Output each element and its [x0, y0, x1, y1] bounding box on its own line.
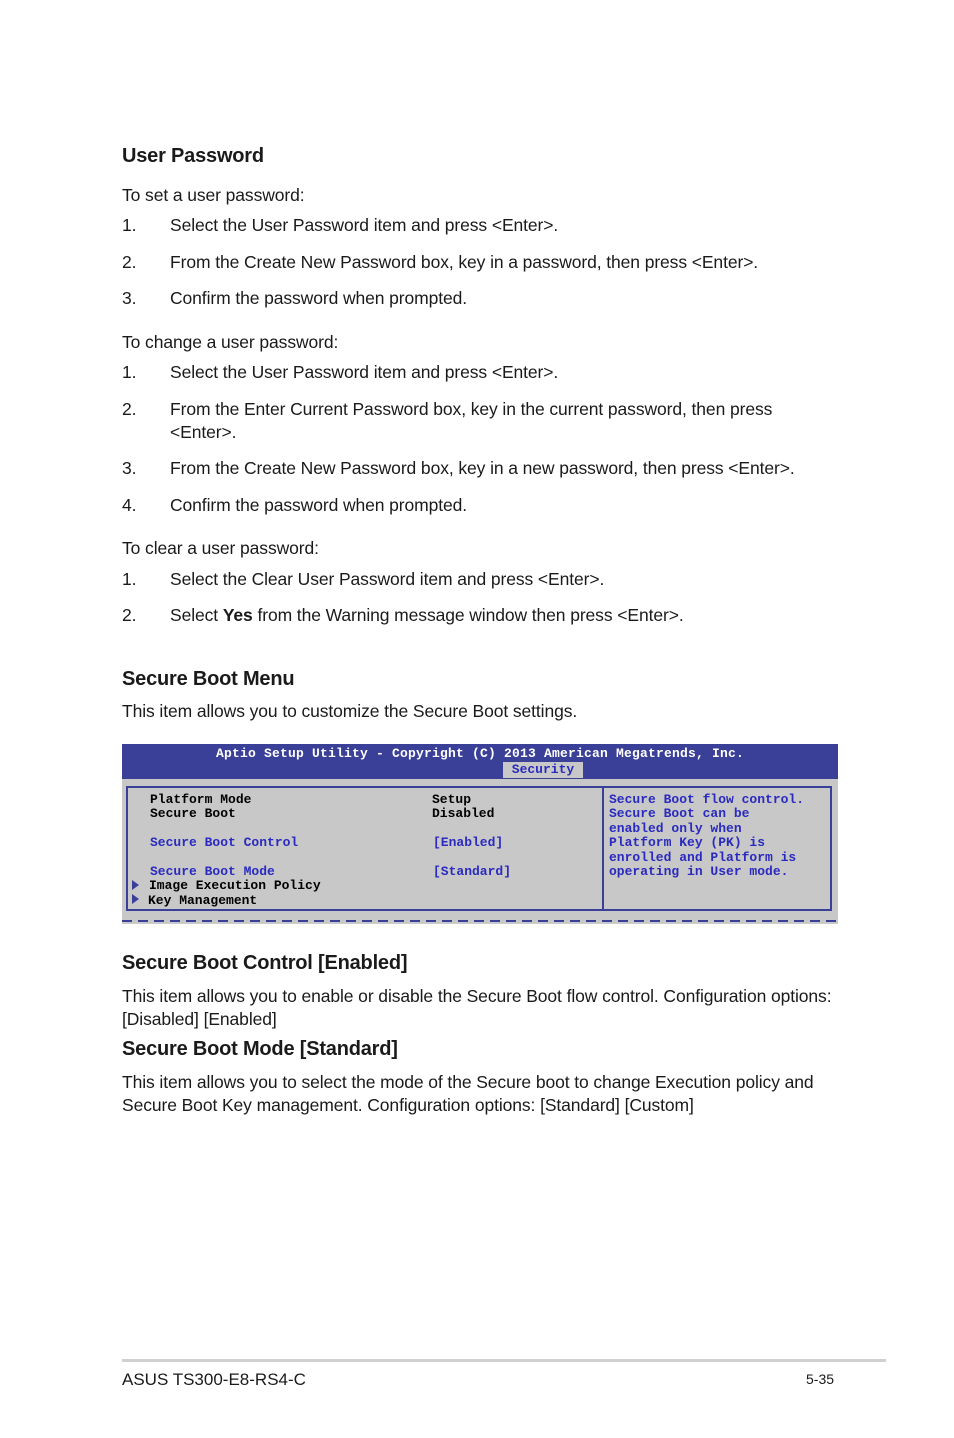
list-number: 1.	[122, 362, 137, 382]
help-text-line: Secure Boot can be	[609, 806, 750, 821]
platform-mode-value: Setup	[432, 792, 472, 807]
list-number: 2.	[122, 605, 137, 625]
secure-boot-value: Disabled	[432, 806, 495, 821]
secure-boot-label: Secure Boot	[150, 806, 236, 821]
submenu-arrow-icon	[132, 880, 139, 890]
list-item	[0, 494, 954, 517]
secure-boot-menu-desc: This item allows you to customize the Secure Boot settings.	[122, 701, 578, 721]
list-text: From the Enter Current Password box, key in the current password, then press <Enter>.	[170, 399, 773, 442]
tab-security[interactable]: Security	[503, 762, 583, 778]
set-password-intro: To set a user password:	[122, 185, 305, 205]
help-text-line: operating in User mode.	[609, 864, 789, 879]
footer-product: ASUS TS300-E8-RS4-C	[122, 1370, 306, 1389]
list-number: 2.	[122, 252, 137, 272]
list-item	[0, 251, 954, 274]
list-item	[0, 568, 954, 591]
bios-title: Aptio Setup Utility - Copyright (C) 2013 American Megatrends, Inc.	[215, 746, 745, 761]
list-number: 3.	[122, 458, 137, 478]
list-text: Select the User Password item and press <Enter>.	[170, 362, 559, 382]
list-number: 3.	[122, 288, 137, 308]
secure-boot-menu-heading: Secure Boot Menu	[122, 668, 295, 690]
footer-page-number: 5-35	[806, 1371, 835, 1387]
list-text: Select the User Password item and press <Enter>.	[170, 215, 559, 235]
help-text-line: Secure Boot flow control.	[609, 792, 805, 807]
secure-boot-control-value[interactable]: [Enabled]	[433, 835, 504, 850]
list-item	[0, 457, 954, 480]
secure-boot-control-item[interactable]: Secure Boot Control	[150, 835, 299, 850]
image-execution-policy-item[interactable]: Image Execution Policy	[149, 878, 321, 893]
list-text: Confirm the password when prompted.	[170, 495, 468, 515]
secure-boot-mode-item[interactable]: Secure Boot Mode	[150, 864, 275, 879]
secure-boot-control-desc: This item allows you to enable or disable the Secure Boot flow control. Configuration options: [Disabled] [Enabled]	[122, 986, 832, 1029]
list-text: Select the Clear User Password item and press <Enter>.	[170, 569, 605, 589]
secure-boot-control-heading: Secure Boot Control [Enabled]	[122, 952, 408, 974]
change-password-intro: To change a user password:	[122, 332, 339, 352]
list-number: 1.	[122, 569, 137, 589]
list-text	[170, 604, 820, 627]
list-number: 2.	[122, 399, 137, 419]
bios-header	[122, 744, 838, 779]
help-text-line: Platform Key (PK) is	[609, 835, 766, 850]
yes-emphasis: Yes	[222, 605, 253, 625]
list-item	[0, 398, 954, 444]
submenu-arrow-icon	[132, 894, 139, 904]
bios-screenshot	[122, 744, 838, 924]
list-item	[0, 604, 954, 627]
secure-boot-mode-heading: Secure Boot Mode [Standard]	[122, 1038, 398, 1060]
clear-password-intro: To clear a user password:	[122, 538, 319, 558]
key-management-item[interactable]: Key Management	[148, 893, 258, 908]
secure-boot-mode-value[interactable]: [Standard]	[433, 864, 512, 879]
platform-mode-label: Platform Mode	[150, 792, 252, 807]
footer-rule	[122, 1359, 886, 1362]
list-item	[0, 287, 954, 310]
list-text-pre: Select	[170, 605, 223, 625]
bios-panel-divider	[602, 786, 604, 911]
help-text-line: enrolled and Platform is	[609, 850, 797, 865]
bios-bottom-dashes	[122, 920, 838, 922]
secure-boot-mode-desc: This item allows you to select the mode of the Secure boot to change Execution policy and Secure Boot Key management. Configuration options: [Standard] [Custom]	[122, 1072, 814, 1115]
list-text-post: from the Warning message window then press <Enter>.	[252, 605, 684, 625]
help-text-line: enabled only when	[609, 821, 742, 836]
list-text: From the Create New Password box, key in a password, then press <Enter>.	[170, 252, 759, 272]
list-number: 1.	[122, 215, 137, 235]
list-item	[0, 214, 954, 237]
list-number: 4.	[122, 495, 137, 515]
list-text: Confirm the password when prompted.	[170, 288, 468, 308]
list-text: From the Create New Password box, key in a new password, then press <Enter>.	[170, 458, 795, 478]
user-password-heading: User Password	[122, 145, 264, 167]
list-item	[0, 361, 954, 384]
